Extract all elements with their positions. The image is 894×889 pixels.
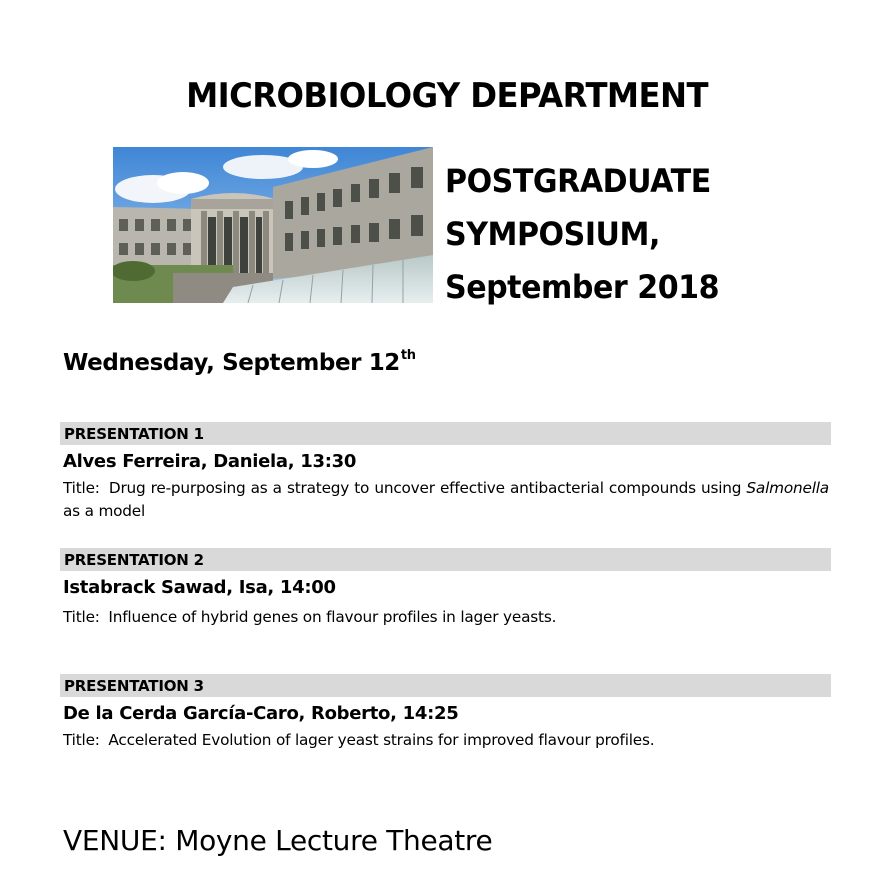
title-text: Influence of hybrid genes on flavour profiles in lager yeasts. [108,608,557,626]
presenter-name: Istabrack Sawad, Isa [63,577,268,598]
day-heading [63,350,416,376]
venue-line: VENUE: Moyne Lecture Theatre [63,824,493,857]
title-label: Title: [63,608,100,626]
presentation-time: , 14:25 [390,703,459,724]
symposium-line-3: September 2018 [445,268,720,306]
presenter-name: Alves Ferreira, Daniela [63,451,288,472]
title-tail: as a model [63,502,146,520]
presentation-1 [60,422,831,523]
symposium-line-2: SYMPOSIUM, [445,215,660,253]
presentation-title [60,729,831,752]
building-photo [113,147,433,303]
title-text: Accelerated Evolution of lager yeast strains for improved flavour profiles. [108,731,655,749]
presentation-header: PRESENTATION 2 [60,548,831,571]
day-text: Wednesday, September 12 [63,350,400,376]
presentation-header: PRESENTATION 1 [60,422,831,445]
presentation-time: , 13:30 [287,451,357,472]
presenter-line [60,451,831,472]
symposium-line-1: POSTGRADUATE [445,162,711,200]
day-suffix: th [400,348,416,364]
title-italic: Salmonella [746,479,829,497]
presentation-title [60,606,831,629]
presentation-3 [60,674,831,752]
title-text: Drug re-purposing as a strategy to uncover effective antibacterial compounds using [108,479,742,497]
title-label: Title: [63,731,100,749]
presenter-line [60,577,831,598]
presentation-time: , 14:00 [267,577,336,598]
title-label: Title: [63,479,100,497]
presentation-header: PRESENTATION 3 [60,674,831,697]
presenter-line [60,703,831,724]
symposium-title [445,155,719,314]
presentation-title [60,477,831,523]
presentation-2 [60,548,831,629]
department-heading: MICROBIOLOGY DEPARTMENT [186,76,708,116]
presenter-name: De la Cerda García-Caro, Roberto [63,703,391,724]
